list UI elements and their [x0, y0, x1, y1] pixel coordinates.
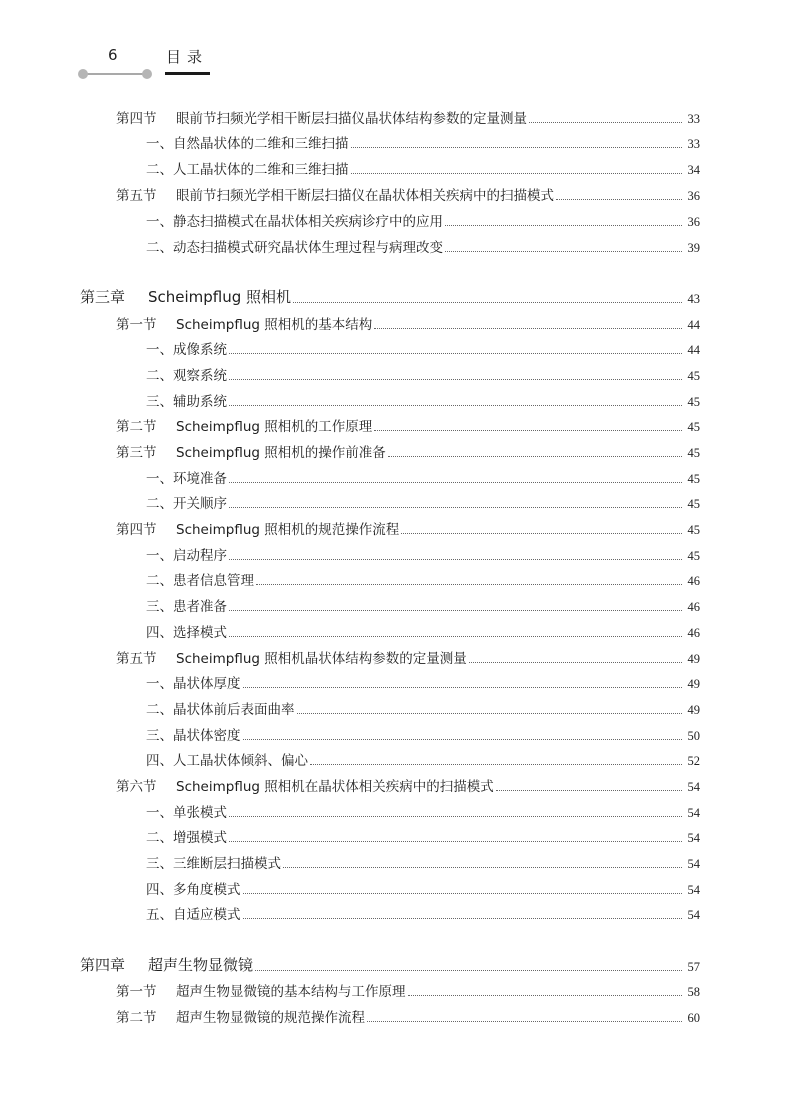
toc-entry-page-number: 45: [687, 395, 700, 409]
toc-entry-page-number: 54: [687, 780, 700, 794]
toc-entry-title: 眼前节扫频光学相干断层扫描仪晶状体结构参数的定量测量: [176, 111, 527, 127]
dot-leader: [367, 1021, 682, 1022]
toc-entry-item: [0, 748, 800, 772]
toc-entry-page-number: 46: [687, 574, 700, 588]
dot-leader: [243, 918, 683, 919]
toc-entry-title: 三、患者准备: [146, 599, 227, 615]
toc-entry-title: 一、成像系统: [146, 342, 227, 358]
toc-entry-title: 一、晶状体厚度: [146, 676, 241, 692]
toc-entry-item: [0, 723, 800, 747]
toc-entry-title: 二、晶状体前后表面曲率: [146, 702, 295, 718]
dot-leader: [496, 790, 682, 791]
toc-entry-page-number: 45: [687, 369, 700, 383]
toc-entry-title: Scheimpflug 照相机晶状体结构参数的定量测量: [176, 651, 467, 667]
toc-entry-title: Scheimpflug 照相机的工作原理: [176, 419, 373, 435]
toc-entry-item: [0, 697, 800, 721]
toc-entry-section: [0, 774, 800, 798]
toc-entry-item: [0, 337, 800, 361]
toc-entry-title: Scheimpflug 照相机: [148, 288, 292, 306]
toc-entry-label: 第三节: [116, 445, 157, 461]
toc-entry-title: Scheimpflug 照相机的规范操作流程: [176, 522, 400, 538]
toc-entry-title: Scheimpflug 照相机的操作前准备: [176, 445, 386, 461]
dot-leader: [529, 122, 682, 123]
toc-entry-label: 第四节: [116, 522, 157, 538]
toc-entry-page-number: 45: [687, 497, 700, 511]
dot-leader: [469, 662, 682, 663]
toc-entry-title: 五、自适应模式: [146, 907, 241, 923]
toc-entry-page-number: 36: [687, 215, 700, 229]
dot-leader: [229, 559, 682, 560]
dot-leader: [445, 225, 682, 226]
toc-entry-page-number: 57: [687, 960, 700, 974]
header-title: 目录: [166, 48, 209, 66]
toc-entry-item: [0, 389, 800, 413]
toc-entry-item: [0, 466, 800, 490]
dot-leader: [556, 199, 682, 200]
dot-leader: [229, 379, 682, 380]
toc-entry-item: [0, 671, 800, 695]
toc-entry-label: 第三章: [80, 288, 126, 306]
toc-entry-section: [0, 440, 800, 464]
toc-entry-page-number: 45: [687, 420, 700, 434]
toc-entry-chapter: [0, 286, 800, 310]
toc-entry-page-number: 45: [687, 549, 700, 563]
toc-entry-page-number: 39: [687, 241, 700, 255]
dot-leader: [445, 251, 682, 252]
toc-entry-label: 第六节: [116, 779, 157, 795]
page-number: 6: [108, 46, 118, 64]
toc-entry-item: [0, 851, 800, 875]
toc-entry-section: [0, 414, 800, 438]
header-rule-dot-right: [142, 69, 152, 79]
header-rule-black: [165, 72, 210, 75]
toc-entry-page-number: 44: [687, 318, 700, 332]
dot-leader: [255, 970, 682, 971]
toc-entry-page-number: 50: [687, 729, 700, 743]
dot-leader: [229, 841, 682, 842]
toc-entry-page-number: 54: [687, 806, 700, 820]
dot-leader: [229, 816, 682, 817]
toc-entry-title: 一、自然晶状体的二维和三维扫描: [146, 136, 349, 152]
toc-entry-page-number: 60: [687, 1011, 700, 1025]
toc-entry-item: [0, 209, 800, 233]
toc-entry-label: 第二节: [116, 1010, 157, 1026]
dot-leader: [229, 507, 682, 508]
toc-entry-chapter: [0, 954, 800, 978]
dot-leader: [229, 610, 682, 611]
toc-entry-page-number: 58: [687, 985, 700, 999]
toc-entry-title: 三、三维断层扫描模式: [146, 856, 281, 872]
toc-entry-title: 一、单张模式: [146, 805, 227, 821]
toc-entry-title: 四、人工晶状体倾斜、偏心: [146, 753, 308, 769]
toc-entry-item: [0, 825, 800, 849]
toc-entry-label: 第四章: [80, 956, 126, 974]
toc-entry-title: 二、人工晶状体的二维和三维扫描: [146, 162, 349, 178]
toc-entry-section: [0, 183, 800, 207]
dot-leader: [401, 533, 682, 534]
toc-entry-title: 四、选择模式: [146, 625, 227, 641]
toc-entry-label: 第一节: [116, 984, 157, 1000]
toc-entry-title: 超声生物显微镜的基本结构与工作原理: [176, 984, 406, 1000]
toc-entry-item: [0, 131, 800, 155]
toc-entry-section: [0, 106, 800, 130]
toc-entry-page-number: 44: [687, 343, 700, 357]
dot-leader: [408, 995, 683, 996]
toc-entry-title: 二、开关顺序: [146, 496, 227, 512]
toc-entry-label: 第五节: [116, 188, 157, 204]
toc-entry-title: 二、患者信息管理: [146, 573, 254, 589]
dot-leader: [243, 893, 683, 894]
toc-entry-title: 超声生物显微镜: [148, 956, 254, 974]
toc-entry-title: 四、多角度模式: [146, 882, 241, 898]
toc-entry-title: 眼前节扫频光学相干断层扫描仪在晶状体相关疾病中的扫描模式: [176, 188, 554, 204]
toc-entry-item: [0, 235, 800, 259]
toc-entry-section: [0, 646, 800, 670]
dot-leader: [256, 584, 682, 585]
toc-entry-title: 一、静态扫描模式在晶状体相关疾病诊疗中的应用: [146, 214, 443, 230]
toc-entry-title: 三、辅助系统: [146, 394, 227, 410]
dot-leader: [297, 713, 683, 714]
toc-entry-title: 一、启动程序: [146, 548, 227, 564]
header-rule-dot-left: [78, 69, 88, 79]
toc-entry-page-number: 43: [687, 292, 700, 306]
toc-entry-item: [0, 902, 800, 926]
dot-leader: [374, 430, 682, 431]
dot-leader: [351, 173, 683, 174]
toc-entry-item: [0, 363, 800, 387]
toc-entry-item: [0, 594, 800, 618]
toc-entry-page-number: 49: [687, 652, 700, 666]
toc-entry-page-number: 54: [687, 883, 700, 897]
dot-leader: [310, 764, 682, 765]
toc-entry-title: Scheimpflug 照相机的基本结构: [176, 317, 373, 333]
toc-entry-item: [0, 568, 800, 592]
toc-entry-page-number: 46: [687, 626, 700, 640]
toc-entry-section: [0, 1005, 800, 1029]
toc-entry-title: Scheimpflug 照相机在晶状体相关疾病中的扫描模式: [176, 779, 494, 795]
toc-entry-label: 第一节: [116, 317, 157, 333]
toc-entry-section: [0, 517, 800, 541]
toc-entry-page-number: 36: [687, 189, 700, 203]
header-rule-gray: [84, 73, 148, 75]
toc-entry-title: 三、晶状体密度: [146, 728, 241, 744]
toc-entry-page-number: 45: [687, 472, 700, 486]
toc-entry-label: 第二节: [116, 419, 157, 435]
toc-entry-page-number: 34: [687, 163, 700, 177]
toc-entry-page-number: 46: [687, 600, 700, 614]
toc-entry-page-number: 33: [687, 112, 700, 126]
toc-entry-label: 第五节: [116, 651, 157, 667]
toc-entry-page-number: 49: [687, 703, 700, 717]
toc-entry-section: [0, 979, 800, 1003]
toc-entry-title: 二、动态扫描模式研究晶状体生理过程与病理改变: [146, 240, 443, 256]
toc-entry-title: 二、观察系统: [146, 368, 227, 384]
dot-leader: [293, 302, 682, 303]
toc-entry-page-number: 45: [687, 446, 700, 460]
page-header: [0, 0, 800, 80]
toc-entry-page-number: 33: [687, 137, 700, 151]
dot-leader: [374, 328, 682, 329]
toc-entry-item: [0, 157, 800, 181]
toc-entry-section: [0, 312, 800, 336]
toc-entry-page-number: 52: [687, 754, 700, 768]
dot-leader: [243, 687, 683, 688]
toc-entry-item: [0, 620, 800, 644]
dot-leader: [229, 353, 682, 354]
toc-entry-title: 二、增强模式: [146, 830, 227, 846]
dot-leader: [388, 456, 682, 457]
toc-entry-page-number: 54: [687, 908, 700, 922]
toc-entry-title: 一、环境准备: [146, 471, 227, 487]
toc-entry-title: 超声生物显微镜的规范操作流程: [176, 1010, 365, 1026]
toc-entry-item: [0, 491, 800, 515]
toc-entry-page-number: 54: [687, 831, 700, 845]
toc-entry-item: [0, 543, 800, 567]
toc-entry-page-number: 49: [687, 677, 700, 691]
dot-leader: [351, 147, 683, 148]
toc-entry-page-number: 54: [687, 857, 700, 871]
toc-entry-item: [0, 800, 800, 824]
dot-leader: [229, 405, 682, 406]
dot-leader: [229, 482, 682, 483]
dot-leader: [229, 636, 682, 637]
toc-entry-item: [0, 877, 800, 901]
toc-entry-label: 第四节: [116, 111, 157, 127]
dot-leader: [243, 739, 683, 740]
toc-entry-page-number: 45: [687, 523, 700, 537]
dot-leader: [283, 867, 682, 868]
